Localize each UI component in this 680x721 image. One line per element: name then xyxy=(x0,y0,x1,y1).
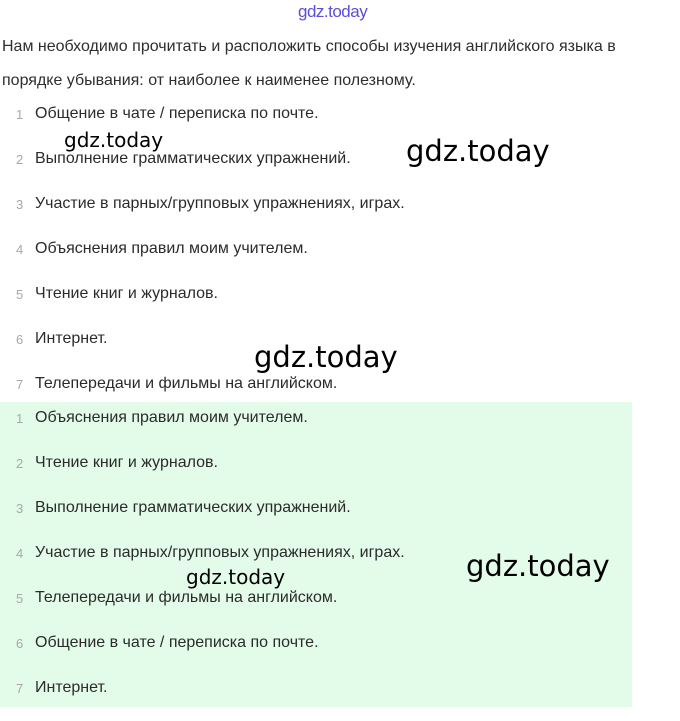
item-number: 6 xyxy=(16,636,24,651)
item-number: 3 xyxy=(16,197,24,212)
item-text: Чтение книг и журналов. xyxy=(35,285,218,302)
answer-item xyxy=(0,451,632,496)
answer-item xyxy=(0,586,632,631)
list-item xyxy=(0,192,680,237)
list-item xyxy=(0,237,680,282)
item-number: 4 xyxy=(16,546,24,561)
item-text: Интернет. xyxy=(35,679,108,696)
item-text: Телепередачи и фильмы на английском. xyxy=(35,589,338,606)
item-text: Участие в парных/групповых упражнениях, играх. xyxy=(35,544,405,561)
task-intro: Нам необходимо прочитать и расположить способы изучения английского языка в порядке убывания: от наиболее к наименее полезному. xyxy=(2,38,616,89)
site-watermark-link[interactable]: gdz.today xyxy=(298,2,368,21)
item-number: 7 xyxy=(16,377,24,392)
item-number: 6 xyxy=(16,332,24,347)
item-text: Выполнение грамматических упражнений. xyxy=(35,499,351,516)
item-text: Интернет. xyxy=(35,330,108,347)
answer-item xyxy=(0,631,632,676)
item-number: 4 xyxy=(16,242,24,257)
watermark: gdz.today xyxy=(186,565,286,589)
watermark: gdz.today xyxy=(466,549,610,583)
watermark: gdz.today xyxy=(254,340,398,374)
watermark: gdz.today xyxy=(64,128,164,152)
answer-item xyxy=(0,406,632,451)
item-text: Выполнение грамматических упражнений. xyxy=(35,150,351,167)
item-text: Телепередачи и фильмы на английском. xyxy=(35,375,338,392)
item-number: 1 xyxy=(16,411,24,426)
item-number: 5 xyxy=(16,287,24,302)
watermark: gdz.today xyxy=(406,134,550,168)
item-number: 2 xyxy=(16,456,24,471)
item-number: 2 xyxy=(16,152,24,167)
list-item xyxy=(0,282,680,327)
item-text: Общение в чате / переписка по почте. xyxy=(35,105,319,122)
answer-item xyxy=(0,496,632,541)
list-item xyxy=(0,147,680,192)
item-text: Объяснения правил моим учителем. xyxy=(35,240,308,257)
item-number: 5 xyxy=(16,591,24,606)
item-number: 1 xyxy=(16,107,24,122)
item-text: Общение в чате / переписка по почте. xyxy=(35,634,319,651)
item-text: Чтение книг и журналов. xyxy=(35,454,218,471)
answer-item xyxy=(0,676,632,721)
item-number: 7 xyxy=(16,681,24,696)
item-text: Участие в парных/групповых упражнениях, играх. xyxy=(35,195,405,212)
item-text: Объяснения правил моим учителем. xyxy=(35,409,308,426)
item-number: 3 xyxy=(16,501,24,516)
